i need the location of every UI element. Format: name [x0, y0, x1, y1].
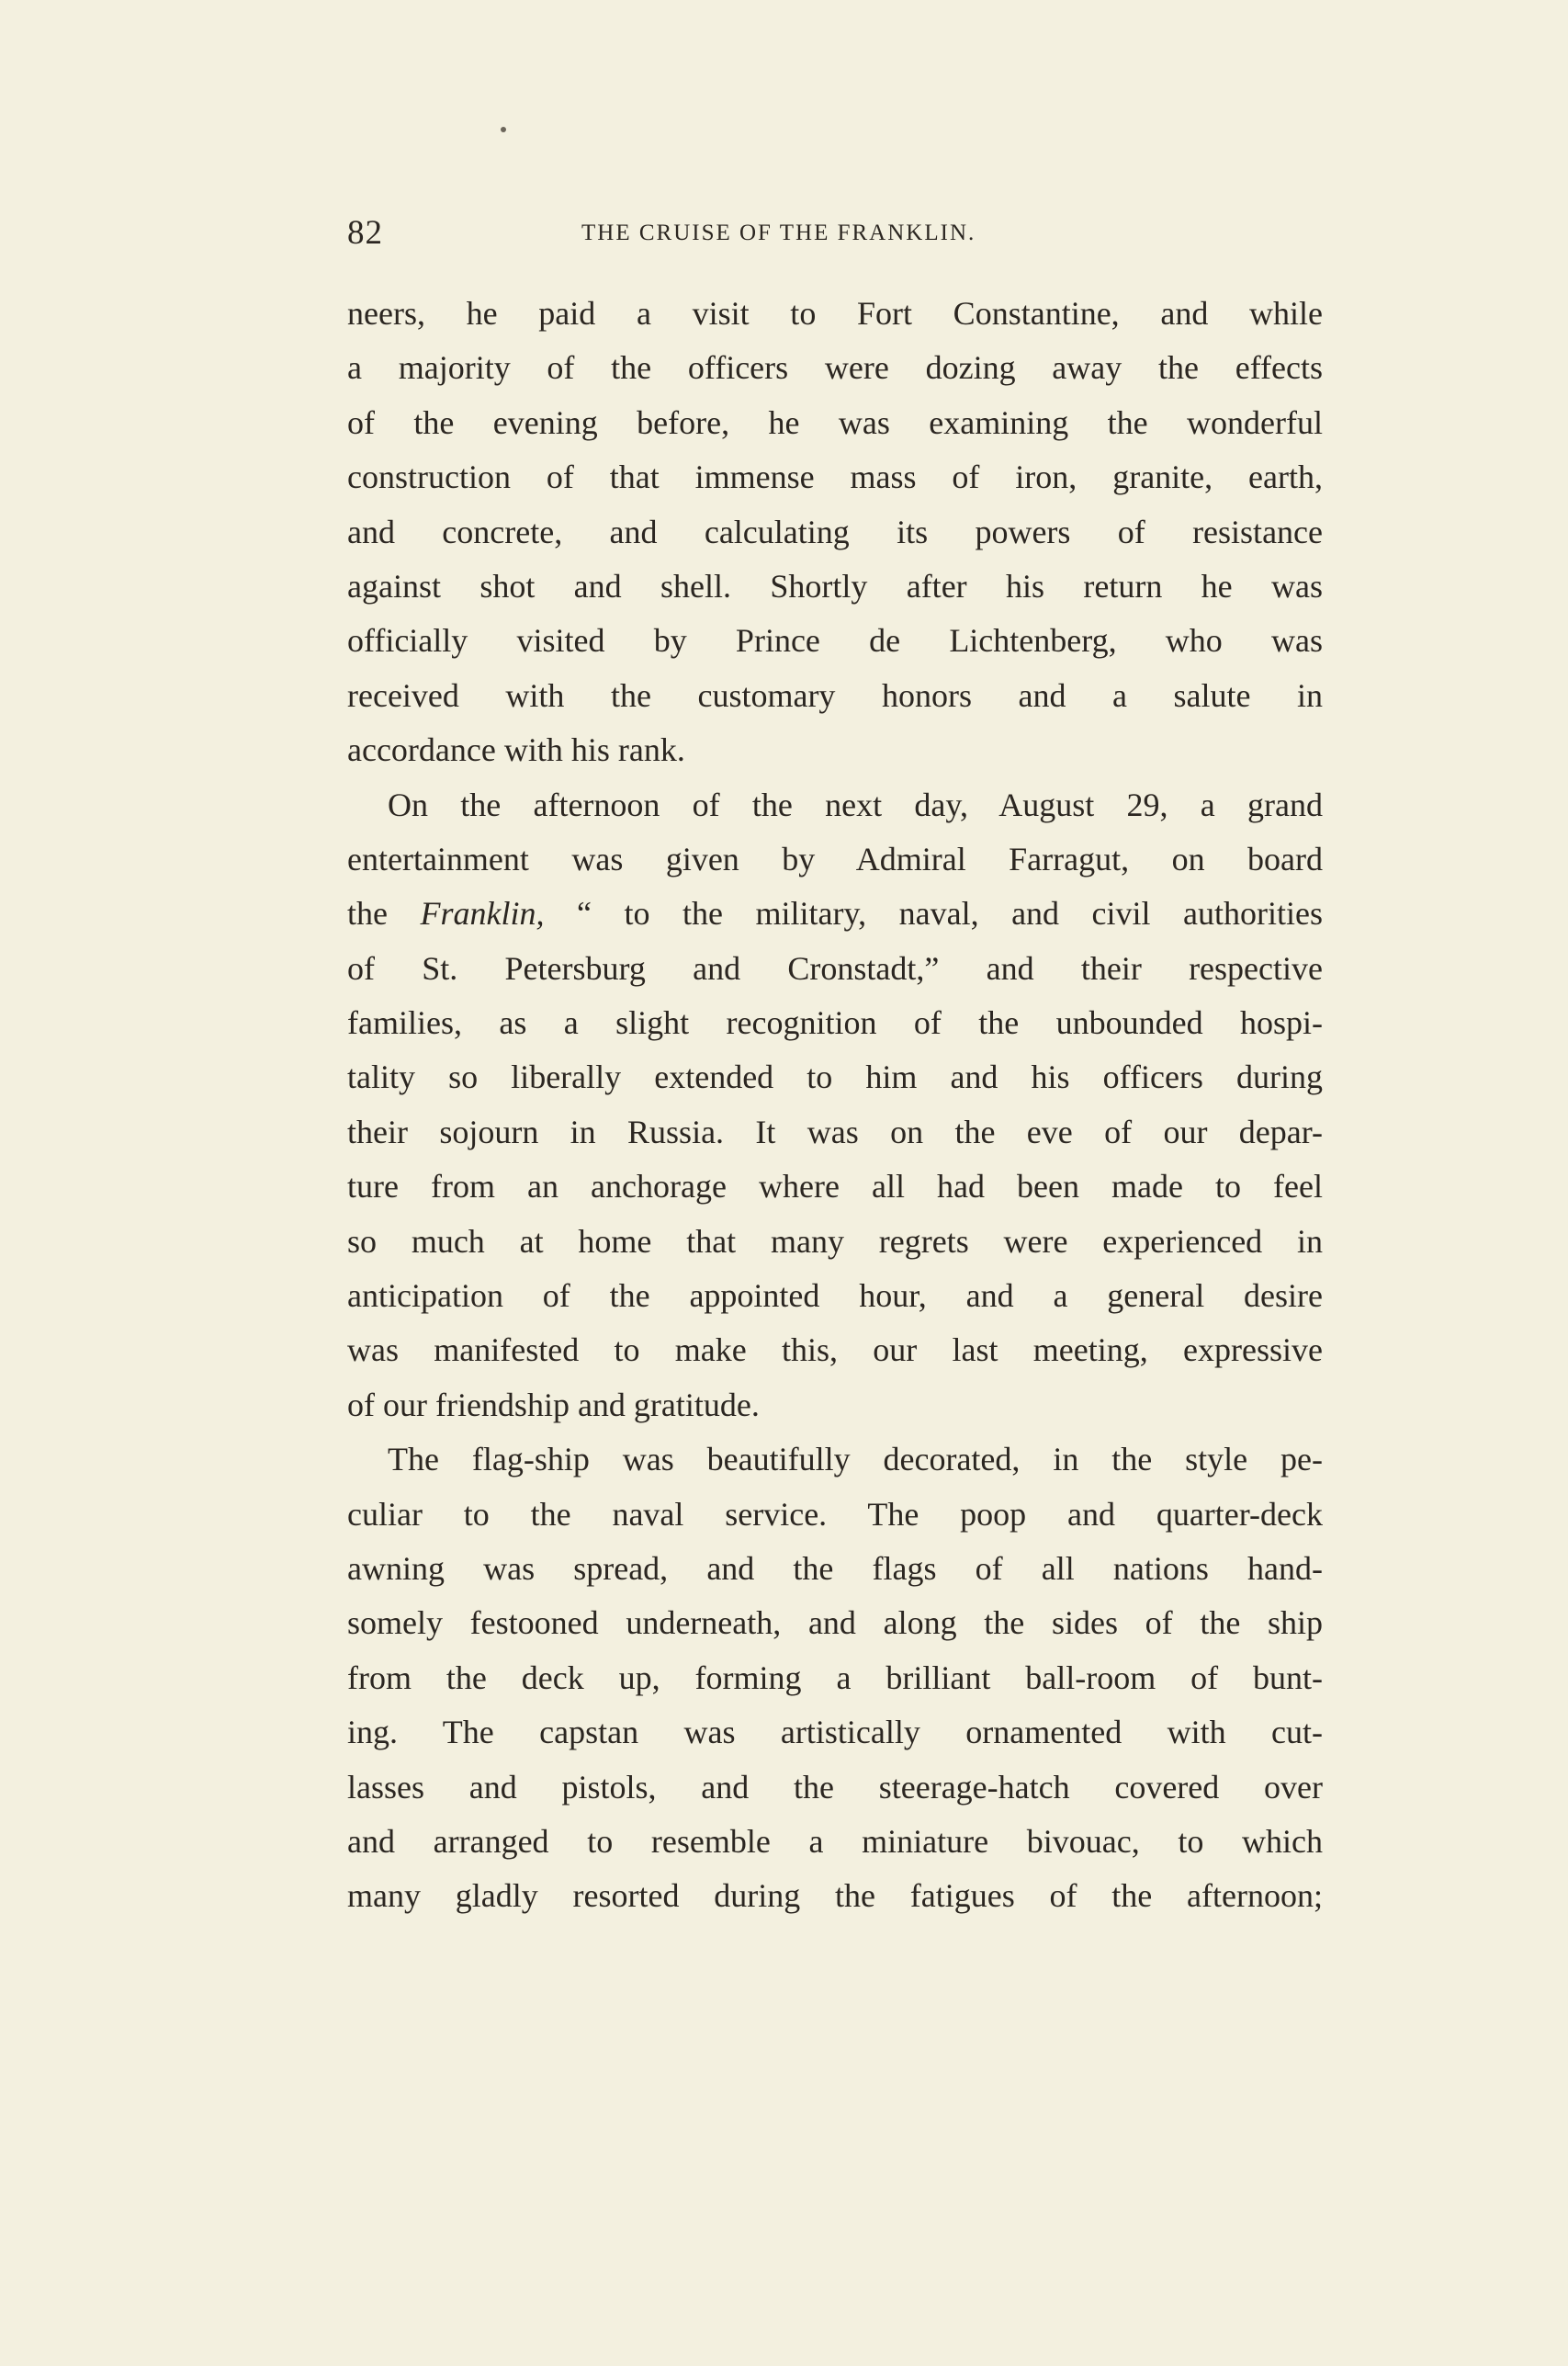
- text-line: and concrete, and calculating its powers of resistance: [347, 513, 1323, 550]
- text-line: neers, he paid a visit to Fort Constantine, and while: [347, 295, 1323, 332]
- text-line: somely festooned underneath, and along the sides of the ship: [347, 1604, 1323, 1642]
- text-line: received with the customary honors and a salute in: [347, 676, 1323, 714]
- running-title: THE CRUISE OF THE FRANKLIN.: [581, 221, 976, 245]
- text-line: accordance with his rank.: [347, 731, 685, 769]
- text-line: against shot and shell. Shortly after his return he was: [347, 567, 1323, 605]
- text-line: ture from an anchorage where all had been made to feel: [347, 1168, 1323, 1206]
- text-line: so much at home that many regrets were experienced in: [347, 1222, 1323, 1260]
- text-line: officially visited by Prince de Lichtenberg, who was: [347, 622, 1323, 660]
- text-line: ing. The capstan was artistically ornamented with cut-: [347, 1714, 1323, 1751]
- text-line-with-ship-name: [347, 887, 1323, 941]
- text-line: of St. Petersburg and Cronstadt,” and their respective: [347, 949, 1323, 987]
- text-line: many gladly resorted during the fatigues of the afternoon;: [347, 1877, 1323, 1915]
- text-line: On the afternoon of the next day, August 29, a grand: [388, 786, 1323, 823]
- page-header: [347, 213, 1323, 259]
- text-line: from the deck up, forming a brilliant ball-room of bunt-: [347, 1658, 1323, 1696]
- text-line: awning was spread, and the flags of all nations hand-: [347, 1549, 1323, 1587]
- text-line: The flag-ship was beautifully decorated, in the style pe-: [388, 1441, 1323, 1478]
- text-line: anticipation of the appointed hour, and a general desire: [347, 1277, 1323, 1315]
- text-line: was manifested to make this, our last meeting, expressive: [347, 1331, 1323, 1369]
- text-line: of the evening before, he was examining the wonderful: [347, 403, 1323, 441]
- ink-speck: [501, 127, 506, 132]
- text-line: construction of that immense mass of iron, granite, earth,: [347, 458, 1323, 496]
- line-rest: “ to the military, naval, and civil authorities: [544, 895, 1324, 933]
- line-lead: the: [347, 895, 421, 933]
- body-text: [347, 287, 1323, 1924]
- text-line: of our friendship and gratitude.: [347, 1386, 760, 1423]
- text-line: a majority of the officers were dozing away the effects: [347, 349, 1323, 387]
- ship-name: Franklin,: [420, 895, 545, 933]
- text-line: lasses and pistols, and the steerage-hatch covered over: [347, 1768, 1323, 1806]
- text-line: tality so liberally extended to him and his officers during: [347, 1058, 1323, 1096]
- text-line: culiar to the naval service. The poop and quarter-deck: [347, 1495, 1323, 1533]
- text-line: families, as a slight recognition of the unbounded hospi-: [347, 1004, 1323, 1042]
- text-line: entertainment was given by Admiral Farragut, on board: [347, 840, 1323, 877]
- page-number: 82: [347, 214, 383, 252]
- text-line: their sojourn in Russia. It was on the eve of our depar-: [347, 1113, 1323, 1150]
- text-line: and arranged to resemble a miniature bivouac, to which: [347, 1822, 1323, 1860]
